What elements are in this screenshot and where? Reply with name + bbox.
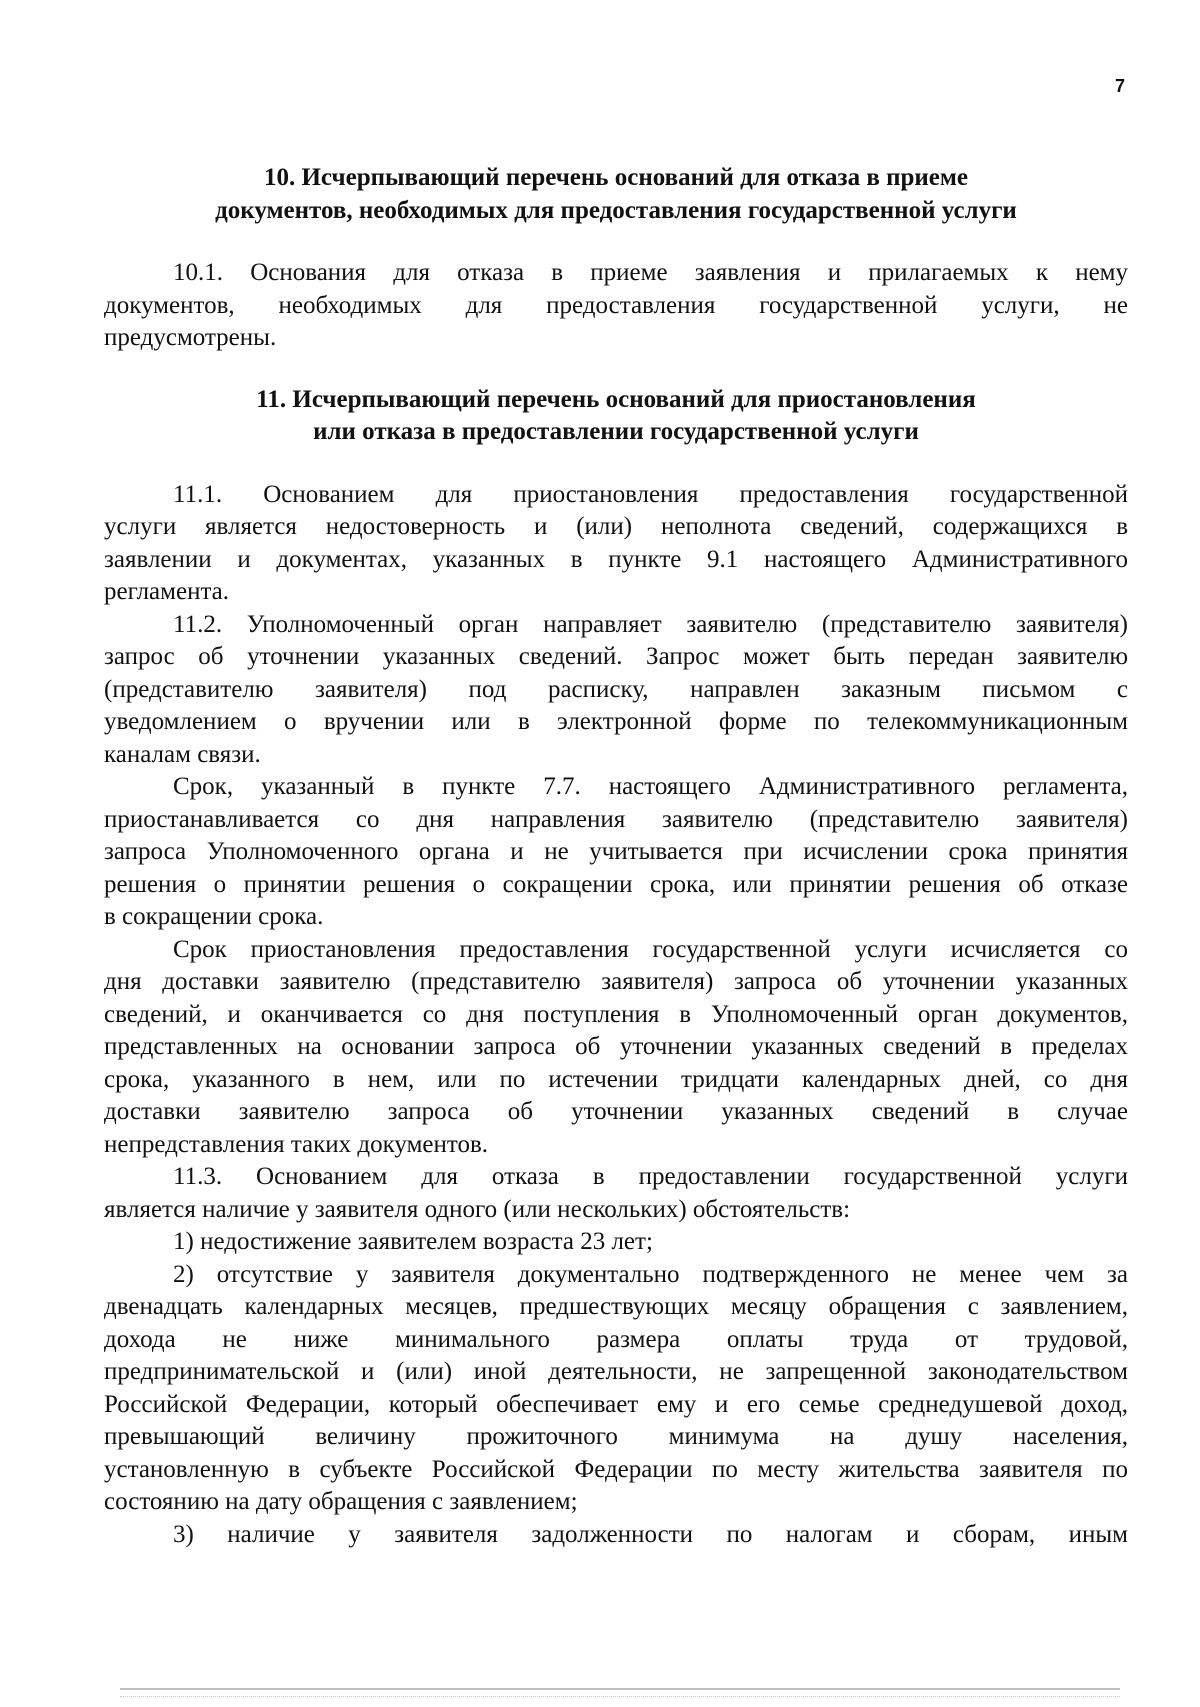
paragraph-10-1 [104,257,1128,355]
paragraph-line: превышающий величину прожиточного минимума на душу населения, [104,1423,1128,1450]
paragraph-line: Срок приостановления предоставления государственной услуги исчисляется со [173,935,1128,963]
paragraph-line: 3) наличие у заявителя задолженности по налогам и сборам, иным [173,1520,1128,1548]
paragraph-line: заявлении и документах, указанных в пункте 9.1 настоящего Административного [104,545,1128,573]
scan-edge-divider [120,1696,1120,1697]
scan-edge-divider [120,1688,1120,1690]
list-item-3 [104,1519,1128,1552]
paragraph-11-2 [104,609,1128,772]
section-11-title-line: или отказа в предоставлении государственной услуги [313,418,919,445]
paragraph-line: дня доставки заявителю (представителю заявителя) запроса об уточнении указанных [104,968,1128,995]
paragraph-suspension-term [104,771,1128,934]
paragraph-line: доставки заявителю запроса об уточнении указанных сведений в случае [104,1098,1128,1125]
paragraph-line: услуги является недостоверность и (или) неполнота сведений, содержащихся в [104,513,1128,540]
paragraph-line: срока, указанного в нем, или по истечении тридцати календарных дней, со дня [104,1065,1128,1093]
paragraph-line: 11.2. Уполномоченный орган направляет заявителю (представителю заявителя) [173,610,1128,638]
page-number: 7 [1115,76,1126,96]
paragraph-line: сведений, и оканчивается со дня поступления в Уполномоченный орган документов, [104,1000,1128,1028]
paragraph-line: состоянию на дату обращения с заявлением; [104,1488,578,1515]
paragraph-line: предусмотрены. [104,324,277,351]
paragraph-line: приостанавливается со дня направления заявителю (представителю заявителя) [104,805,1128,833]
paragraph-line: представленных на основании запроса об уточнении указанных сведений в пределах [104,1033,1128,1060]
paragraph-line: в сокращении срока. [104,903,324,930]
page-content [104,162,1128,1551]
paragraph-11-1 [104,479,1128,609]
paragraph-line: Российской Федерации, который обеспечивает ему и его семье среднедушевой доход, [104,1390,1128,1418]
section-10-title-line: документов, необходимых для предоставления государственной услуги [215,196,1017,224]
paragraph-line: запроса Уполномоченного органа и не учитывается при исчислении срока принятия [104,838,1128,865]
section-10-title-line: 10. Исчерпывающий перечень оснований для отказа в приеме [263,164,969,191]
paragraph-line: 10.1. Основания для отказа в приеме заявления и прилагаемых к нему [173,259,1128,286]
paragraph-line: является наличие у заявителя одного (или нескольких) обстоятельств: [104,1195,851,1223]
paragraph-line: установленную в субъекте Российской Федерации по месту жительства заявителя по [104,1455,1128,1483]
paragraph-line: регламента. [104,578,230,605]
section-11-title-line: 11. Исчерпывающий перечень оснований для приостановления [256,385,976,413]
paragraph-line: 11.3. Основанием для отказа в предоставлении государственной услуги [173,1163,1128,1190]
paragraph-line: каналам связи. [104,740,261,768]
list-item-1 [104,1226,1128,1259]
section-10-title [104,162,1128,227]
paragraph-line: Срок, указанный в пункте 7.7. настоящего Административного регламента, [173,773,1128,800]
paragraph-line: уведомлением о вручении или в электронной форме по телекоммуникационным [104,708,1128,735]
paragraph-line: 2) отсутствие у заявителя документально подтвержденного не менее чем за [173,1260,1128,1288]
section-11-title [104,384,1128,449]
list-item-2 [104,1259,1128,1519]
paragraph-line: 11.1. Основанием для приостановления предоставления государственной [173,480,1128,508]
paragraph-11-3 [104,1161,1128,1226]
paragraph-line: предпринимательской и (или) иной деятельности, не запрещенной законодательством [104,1358,1128,1385]
paragraph-line: непредставления таких документов. [104,1130,489,1158]
paragraph-line: двенадцать календарных месяцев, предшествующих месяцу обращения с заявлением, [104,1293,1128,1320]
paragraph-line: (представителю заявителя) под расписку, направлен заказным письмом с [104,675,1128,703]
paragraph-suspension-period [104,934,1128,1162]
paragraph-line: 1) недостижение заявителем возраста 23 лет; [173,1228,653,1255]
paragraph-line: документов, необходимых для предоставления государственной услуги, не [104,291,1128,319]
paragraph-line: запрос об уточнении указанных сведений. Запрос может быть передан заявителю [104,643,1128,670]
paragraph-line: решения о принятии решения о сокращении срока, или принятии решения об отказе [104,870,1128,898]
paragraph-line: дохода не ниже минимального размера оплаты труда от трудовой, [104,1325,1128,1353]
